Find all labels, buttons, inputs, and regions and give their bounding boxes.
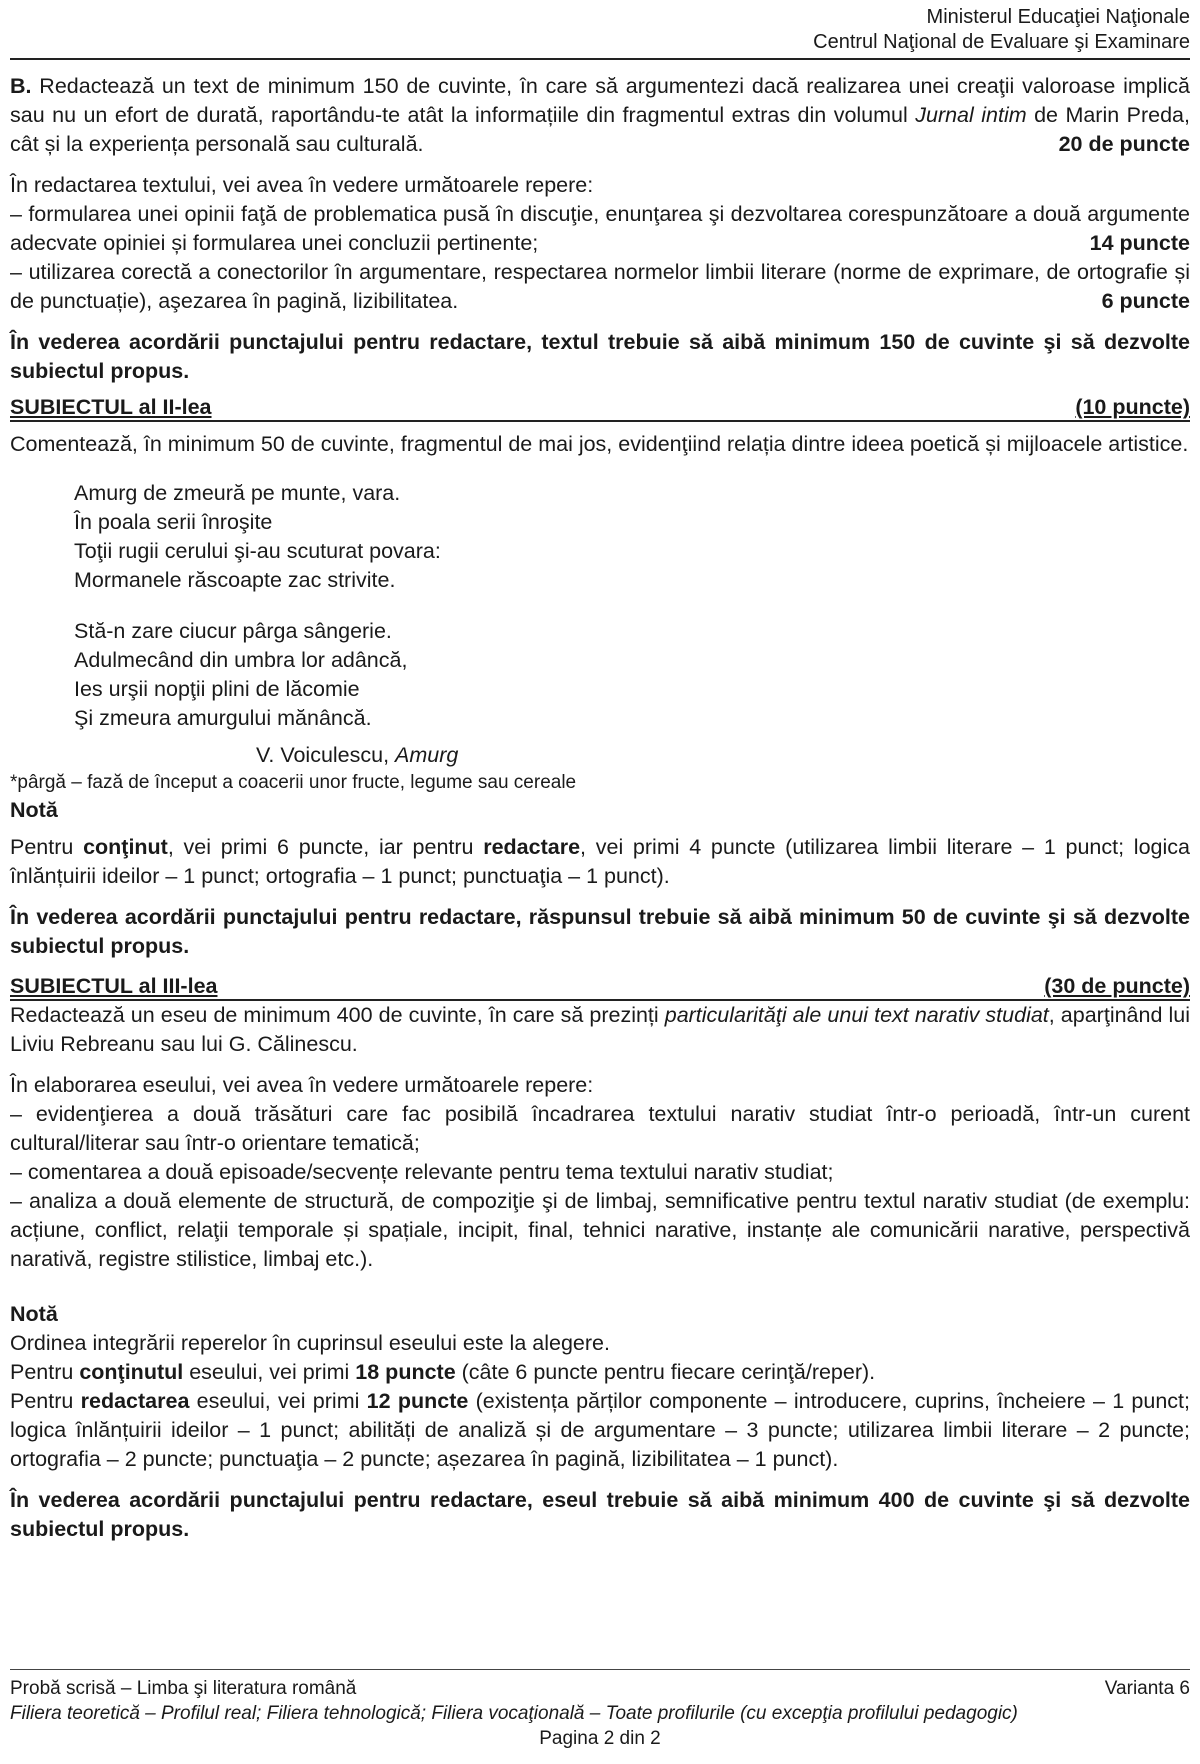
subiect3-title: SUBIECTUL al III-lea [10,974,218,998]
partB-reper-2-points: 6 puncte [1101,289,1190,313]
partB-repere-intro: În redactarea textului, vei avea în vedere următoarele repere: [10,173,594,197]
subiect2-bold-note: În vederea acordării punctajului pentru redactare, răspunsul trebuie să aibă minimum 50 de cuvinte şi să dezvolte subiectul propus. [10,905,1190,958]
footer-exam: Probă scrisă – Limba şi literatura română [10,1678,357,1699]
footer-filiera: Filiera teoretică – Profilul real; Filiera tehnologică; Filiera vocaţională – Toate profilurile (cu excepţia profilului pedagogic) [10,1703,1018,1724]
subiect3-reper-3: – analiza a două elemente de structură, de compoziţie şi de limbaj, semnificative pentru textul narativ studiat (de exemplu: acțiune, conflict, relaţii temporale și spațiale, incipit, final, tehnici narative, instanțe ale comunicării narative, perspectivă narativă, registre stilistice, limbaj etc.). [10,1189,1190,1271]
poem-line: Şi zmeura amurgului mănâncă. [74,706,372,730]
footer-variant: Varianta 6 [1104,1678,1190,1699]
exam-page [10,0,1190,1764]
subiect3-points: (30 de puncte) [1044,974,1190,998]
subiect3-nota-line1: Ordinea integrării reperelor în cuprinsul eseului este la alegere. [10,1331,610,1355]
partB-reper-2: – utilizarea corectă a conectorilor în argumentare, respectarea normelor limbii literare (norme de exprimare, de ortografie și de punctuație), aşezarea în pagină, lizibilitatea. 6 puncte [10,258,1190,316]
poem-line: În poala serii înroşite [74,510,273,534]
subiect3-nota-title: Notă [10,1302,58,1326]
partB-reper-1: – formularea unei opinii faţă de problematica pusă în discuţie, enunţarea şi dezvoltarea corespunzătoare a două argumente adecvate opiniei și formularea unei concluzii pertinente; 14 puncte [10,200,1190,258]
footer-divider [10,1669,1190,1670]
subiect3-bold-note: În vederea acordării punctajului pentru redactare, eseul trebuie să aibă minimum 400 de cuvinte şi să dezvolte subiectul propus. [10,1488,1190,1541]
subiect3-nota-line3: Pentru redactarea eseului, vei primi 12 puncte (existența părților componente – introducere, cuprins, încheiere – 1 punct; logica înlănțuirii ideilor – 1 punct; abilități de analiză și de argumentare – 3 puncte; utilizarea limbii literare – 2 puncte; ortografia – 2 puncte; punctuaţia – 2 puncte; așezarea în pagină, lizibilitatea – 1 punct). [10,1389,1190,1471]
poem-footnote: *pârgă – fază de început a coacerii unor fructe, legume sau cereale [10,772,577,793]
subiect2-nota-title: Notă [10,798,58,822]
poem-line: Ies urşii nopţii plini de lăcomie [74,677,360,701]
poem-line: Toţii rugii cerului şi-au scuturat povara: [74,539,441,563]
subiect3-heading [10,973,1190,1001]
header-center: Centrul Naţional de Evaluare şi Examinare [813,31,1190,53]
partB-points: 20 de puncte [1058,132,1190,156]
page-header [10,0,1190,55]
subiect3-repere-intro: În elaborarea eseului, vei avea în vedere următoarele repere: [10,1073,594,1097]
page-footer [10,1669,1190,1751]
poem [10,479,1190,733]
subiect3-prompt: Redactează un eseu de minimum 400 de cuvinte, în care să prezinți particularităţi ale unui text narativ studiat, aparţinând lui Liviu Rebreanu sau lui G. Călinescu. [10,1003,1190,1056]
subiect3-reper-2: – comentarea a două episoade/secvențe relevante pentru tema textului narativ studiat; [10,1160,834,1184]
partB-label: B. [10,74,32,98]
subiect2-nota: Pentru conţinut, vei primi 6 puncte, iar pentru redactare, vei primi 4 puncte (utilizarea limbii literare – 1 punct; logica înlănțuirii ideilor – 1 punct; ortografia – 1 punct; punctuaţia – 1 punct). [10,835,1190,888]
partB-prompt: B. Redactează un text de minimum 150 de cuvinte, în care să argumentezi dacă realizarea unei creaţii valoroase implică sau nu un efort de durată, raportându-te atât la informațiile din fragmentul extras din volumul Jurnal intim de Marin Preda, cât și la experiența personală sau culturală. 20 de puncte [10,72,1190,159]
subiect3-reper-1: – evidenţierea a două trăsături care fac posibilă încadrarea textului narativ studiat într-o perioadă, într-un curent cultural/literar sau într-o orientare tematică; [10,1102,1190,1155]
work-title: Jurnal intim [915,103,1027,127]
poem-line: Amurg de zmeură pe munte, vara. [74,481,401,505]
poem-line: Stă-n zare ciucur pârga sângerie. [74,619,392,643]
subiect2-heading [10,394,1190,422]
subiect3-nota-line2: Pentru conţinutul eseului, vei primi 18 puncte (câte 6 puncte pentru fiecare cerinţă/reper). [10,1360,876,1384]
poem-author: V. Voiculescu, Amurg [256,743,459,767]
partB-reper-1-points: 14 puncte [1089,231,1190,255]
footer-page-number: Pagina 2 din 2 [539,1728,661,1749]
subiect2-prompt: Comentează, în minimum 50 de cuvinte, fragmentul de mai jos, evidenţiind relația dintre ideea poetică și mijloacele artistice. [10,432,1189,456]
subiect2-title: SUBIECTUL al II-lea [10,395,212,419]
poem-line: Adulmecând din umbra lor adâncă, [74,648,408,672]
poem-line: Mormanele răscoapte zac strivite. [74,568,396,592]
header-divider [10,58,1190,60]
header-ministry: Ministerul Educaţiei Naţionale [926,6,1190,28]
subiect2-points: (10 puncte) [1075,395,1190,419]
partB-bold-note: În vederea acordării punctajului pentru redactare, textul trebuie să aibă minimum 150 de cuvinte şi să dezvolte subiectul propus. [10,330,1190,383]
